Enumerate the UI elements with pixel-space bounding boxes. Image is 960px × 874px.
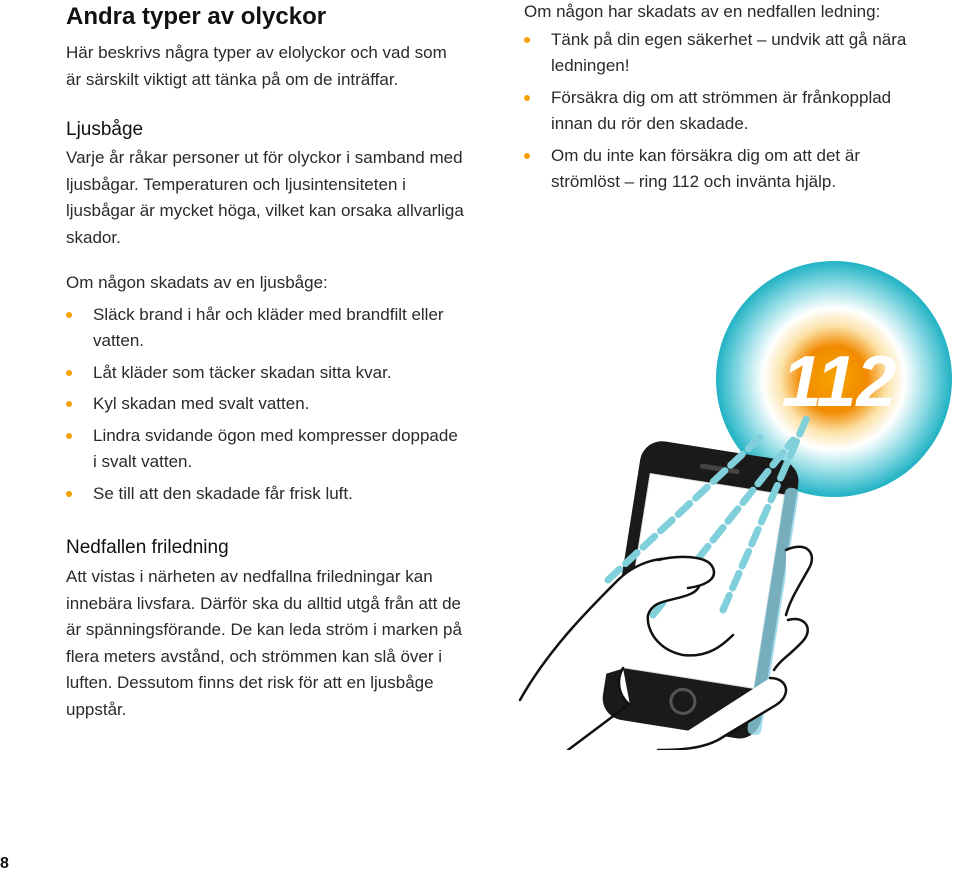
list-item: Se till att den skadade får frisk luft. [66,481,466,508]
fallen-line-section [66,536,466,723]
page-number: 8 [0,855,9,872]
list-item: Släck brand i hår och kläder med brandfilt eller vatten. [66,302,466,355]
list-item: Kyl skadan med svalt vatten. [66,391,466,418]
arc-flash-first-aid [66,270,466,512]
fallen-line-first-aid [524,0,924,201]
intro-text: Här beskrivs några typer av elolyckor och vad som är särskilt viktigt att tänka på om de inträffar. [66,43,447,89]
list-item: Tänk på din egen säkerhet – undvik att gå nära ledningen! [524,27,924,80]
list-item: Om du inte kan försäkra dig om att det är strömlöst – ring 112 och invänta hjälp. [524,143,924,196]
arc-flash-list [66,302,466,508]
fallen-line-list-lead: Om någon har skadats av en nedfallen ledning: [524,2,881,21]
arc-flash-section [66,118,466,251]
fallen-line-list [524,27,924,196]
fallen-line-heading: Nedfallen friledning [66,537,229,558]
phone-calling-112-illustration [508,250,960,750]
arc-flash-body: Varje år råkar personer ut för olyckor i samband med ljusbågar. Temperaturen och ljusintensiteten i ljusbågar är mycket höga, vilket kan orsaka allvarliga skador. [66,148,464,247]
emergency-number: 112 [781,342,897,422]
list-item: Försäkra dig om att strömmen är frånkopplad innan du rör den skadade. [524,85,924,138]
list-item: Låt kläder som täcker skadan sitta kvar. [66,360,466,387]
list-item: Lindra svidande ögon med kompresser doppade i svalt vatten. [66,423,466,476]
fallen-line-body: Att vistas i närheten av nedfallna friledningar kan innebära livsfara. Därför ska du alltid utgå från att de är spänningsförande. De kan leda ström i marken på flera meters avstånd, och strömmen kan slå över i luften. Dessutom finns det risk för att en ljusbåge uppstår. [66,567,462,719]
phone-in-hand-calling-112-icon [508,250,960,750]
arc-flash-heading: Ljusbåge [66,119,144,140]
page-title: Andra typer av olyckor [66,3,327,30]
arc-flash-list-lead: Om någon skadats av en ljusbåge: [66,273,328,292]
